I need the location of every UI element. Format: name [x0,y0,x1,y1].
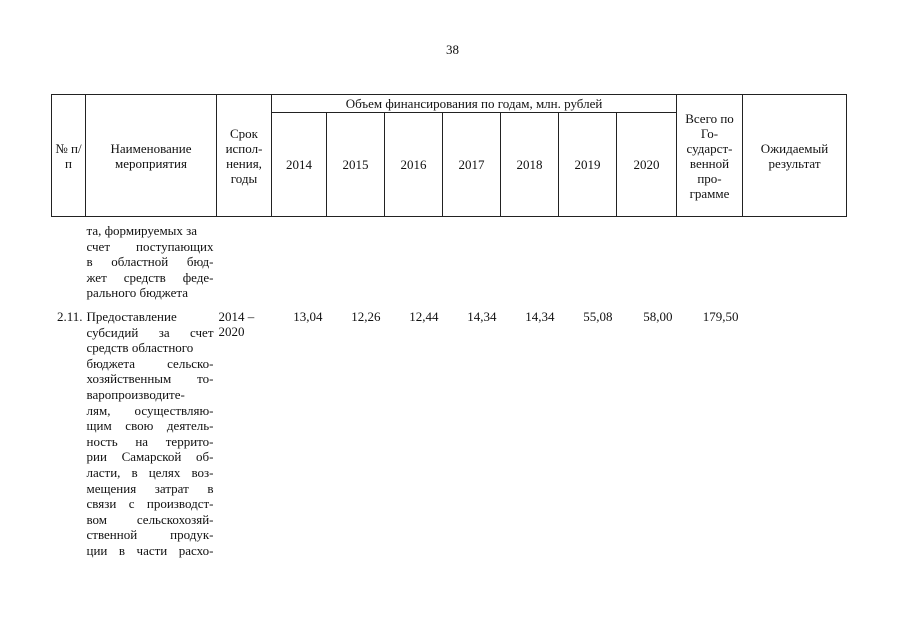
header-term: Срок испол- нения, годы [217,95,272,217]
header-year-2016: 2016 [385,113,443,217]
page-number: 38 [446,42,459,57]
value-2017: 14,34 [467,309,497,324]
name-line: та, формируемых за [86,223,198,238]
name-line: вом сельскохозяй- [86,511,214,527]
name-line: рии Самарской об- [86,449,214,465]
name-line: ласти, в целях воз- [86,464,214,480]
header-financing-by-year: Объем финансирования по годам, млн. рублей [272,95,677,113]
expected-result [743,303,847,559]
name-line: мещения затрат в [86,480,214,496]
header-year-2017: 2017 [443,113,501,217]
header-year-2020: 2020 [617,113,677,217]
header-event-name: Наименование мероприятия [86,95,217,217]
name-line: ции в части расхо- [86,542,214,558]
value-2018: 14,34 [525,309,555,324]
name-line: средств областного [86,340,194,356]
name-line: ность на террито- [86,433,214,449]
name-line: варопроизводите- [86,386,185,402]
term-years: 2014 – 2020 [218,309,255,339]
header-year-2019: 2019 [559,113,617,217]
name-line: бюджета сельско- [86,355,214,371]
value-2015: 12,26 [351,309,381,324]
name-line: субсидий за счет [86,324,214,340]
name-line: связи с производст- [86,496,214,512]
header-expected-result: Ожидаемый результат [743,95,847,217]
name-line: рального бюджета [86,285,188,301]
header-year-2018: 2018 [501,113,559,217]
value-2019: 55,08 [583,309,613,324]
header-row-number: № п/п [52,95,86,217]
name-line: в областной бюд- [86,254,214,270]
row-number: 2.11. [56,309,83,324]
value-total: 179,50 [702,309,739,324]
event-name [86,303,217,559]
continuation-event-name [86,217,217,304]
name-line: лям, осуществляю- [86,402,214,418]
header-year-2014: 2014 [272,113,327,217]
table-row [52,303,847,559]
value-2020: 58,00 [643,309,673,324]
financing-table [51,94,847,559]
name-line: Предоставление [86,309,177,324]
name-line: счет поступающих [86,238,214,254]
name-line: ственной продук- [86,527,214,543]
name-line: хозяйственным то- [86,371,214,387]
table-row [52,217,847,304]
header-year-2015: 2015 [327,113,385,217]
name-line: жет средств феде- [86,269,214,285]
header-total: Всего по Го- сударст- венной про- грамме [677,95,743,217]
value-2014: 13,04 [293,309,323,324]
name-line: щим свою деятель- [86,418,214,434]
value-2016: 12,44 [409,309,439,324]
